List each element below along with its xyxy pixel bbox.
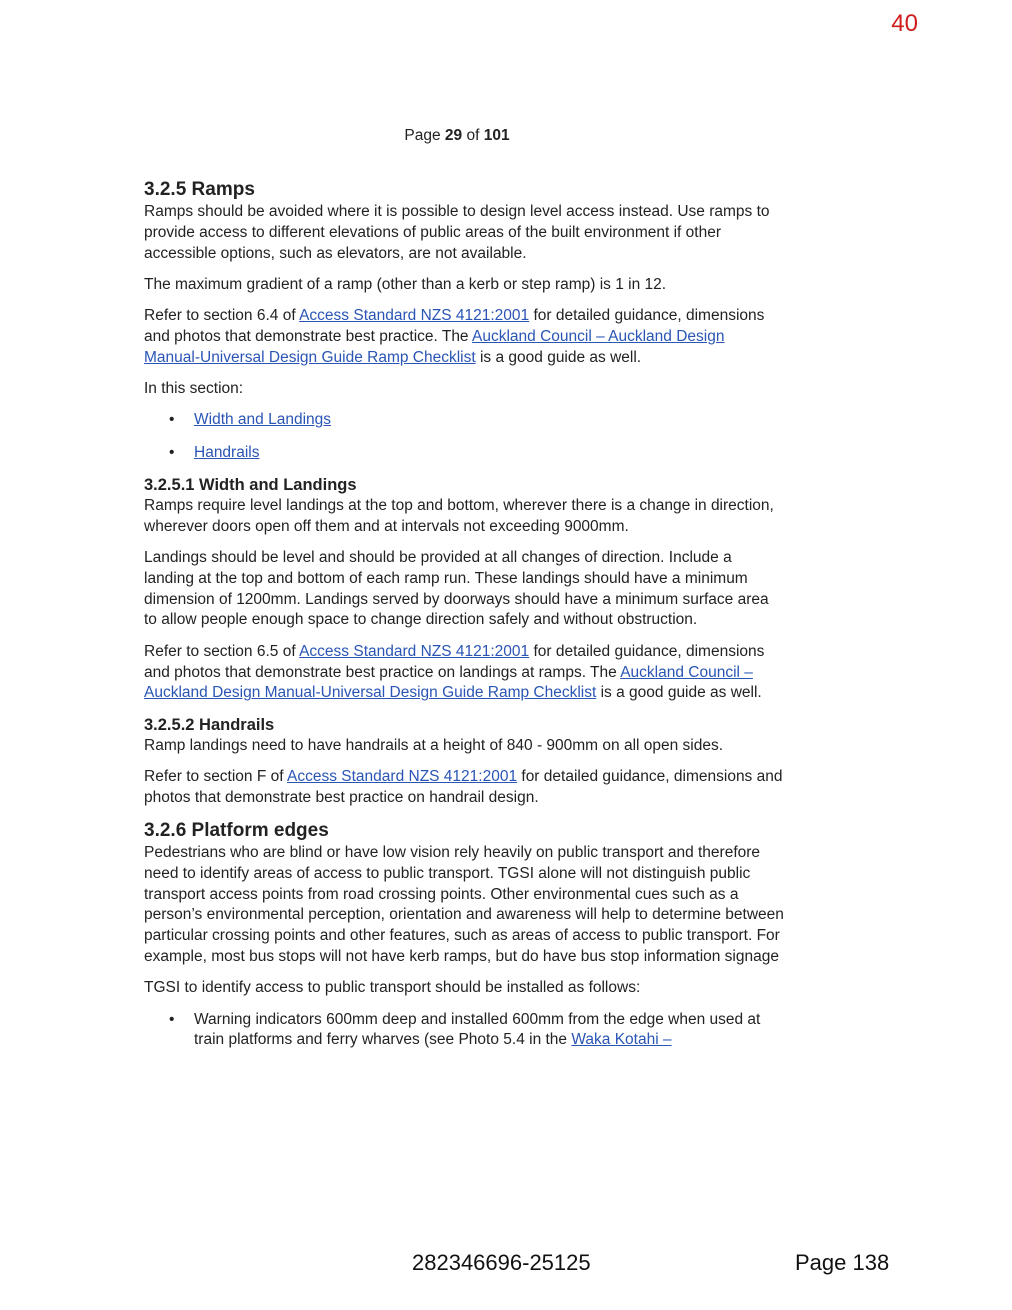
paragraph: TGSI to identify access to public transport should be installed as follows: [144,979,641,997]
text-run: for detailed guidance, dimensions and photos that demonstrate best practice on handrail design. [144,767,783,806]
toc-link-width-landings[interactable]: Width and Landings [194,411,332,429]
link-waka-kotahi[interactable]: Waka Kotahi – [571,1031,672,1049]
link-access-standard[interactable]: Access Standard NZS 4121:2001 [299,642,530,660]
page-header-total: 101 [483,127,510,144]
text-run: Refer to section 6.5 of [144,642,300,660]
paragraph [144,767,784,809]
list-item [144,410,784,431]
paragraph: Ramp landings need to have handrails at a height of 840 - 900mm on all open sides. [144,736,724,754]
text-run: is a good guide as well. [475,348,642,366]
link-access-standard[interactable]: Access Standard NZS 4121:2001 [299,307,530,325]
text-run: Warning indicators 600mm deep and installed 600mm from the edge when used at train platforms and ferry wharves (see Photo 5.4 in the [194,1010,761,1049]
link-access-standard[interactable]: Access Standard NZS 4121:2001 [287,767,518,785]
paragraph [144,306,784,368]
paragraph: Ramps should be avoided where it is possible to design level access instead. Use ramps to provide access to different elevations of public areas of the built environment if other accessible options, such as elevators, are not available. [144,203,770,262]
subsection-heading-width-landings: 3.2.5.1 Width and Landings [144,475,357,494]
text-run: for detailed guidance, dimensions and photos that demonstrate best practice on landings at ramps. The [144,642,765,681]
toc-link-handrails[interactable]: Handrails [194,443,260,461]
list-item [144,1010,784,1052]
page-stamp-number: 40 [891,10,918,37]
paragraph: Ramps require level landings at the top and bottom, wherever there is a change in direction, wherever doors open off them and at intervals not exceeding 9000mm. [144,496,774,535]
paragraph: The maximum gradient of a ramp (other than a kerb or step ramp) is 1 in 12. [144,275,667,293]
page-header [0,127,914,145]
list-item [144,443,784,464]
footer-document-id: 282346696-25125 [412,1250,591,1275]
document-body [144,178,784,1063]
page-header-current: 29 [444,127,463,144]
paragraph [144,642,784,704]
link-auckland-ramp-checklist[interactable]: Auckland Council – Auckland Design Manual-Universal Design Guide Ramp Checklist [144,327,725,366]
text-run: is a good guide as well. [596,684,762,702]
section-toc-list [144,410,784,463]
page-header-prefix: Page [404,127,445,144]
text-run: for detailed guidance, dimensions and photos that demonstrate best practice. The [144,307,765,345]
text-run: Refer to section F of [144,767,288,785]
paragraph: Pedestrians who are blind or have low vision rely heavily on public transport and therefore need to identify areas of access to public transport. TGSI alone will not distinguish public transport access points from road crossing points. Other environmental cues such as a person’s environmental perception, orientation and awareness will help to determine between particular crossing points and other features, such as areas of access to public transport. For example, most bus stops will not have kerb ramps, but do have bus stop information signage [144,844,784,966]
section-heading-ramps: 3.2.5 Ramps [144,179,255,200]
bullet-list [144,1010,784,1052]
paragraph: Landings should be level and should be provided at all changes of direction. Include a landing at the top and bottom of each ramp run. These landings should have a minimum dimension of 1200mm. Landings served by doorways should have a minimum surface area to allow people enough space to change direction safely and without obstruction. [144,549,769,629]
section-heading-platform-edges: 3.2.6 Platform edges [144,820,329,842]
link-auckland-ramp-checklist[interactable]: Auckland Council – Auckland Design Manual-Universal Design Guide Ramp Checklist [144,663,753,702]
footer-page-number: Page 138 [795,1250,890,1275]
page-header-mid: of [462,127,484,144]
text-run: Refer to section 6.4 of [144,307,300,325]
paragraph: In this section: [144,380,244,398]
subsection-heading-handrails: 3.2.5.2 Handrails [144,715,275,734]
